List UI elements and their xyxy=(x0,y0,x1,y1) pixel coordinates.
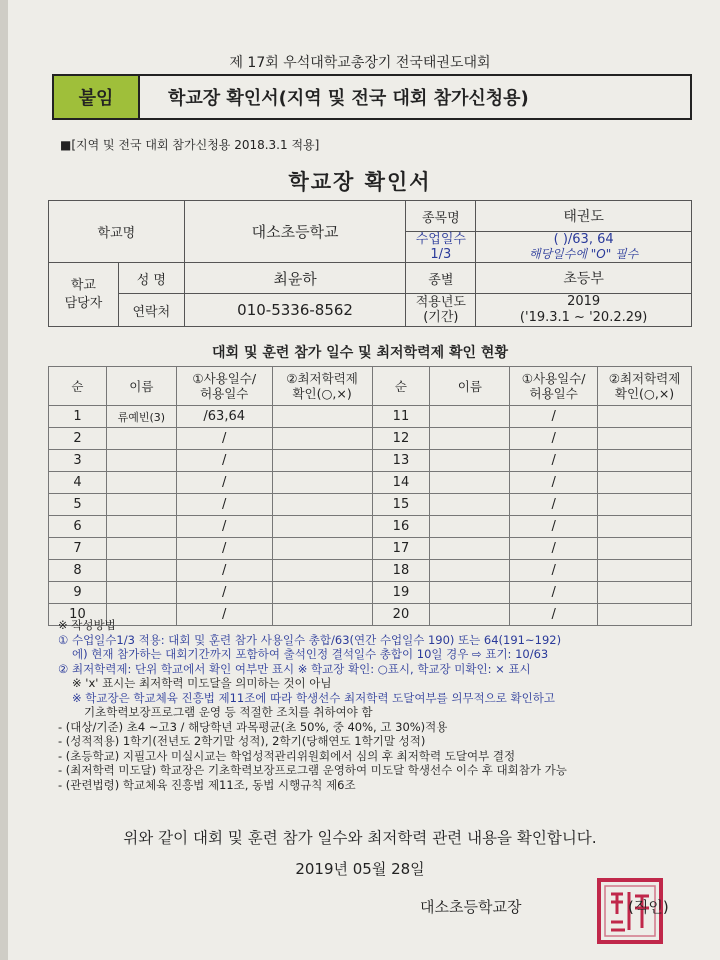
row-no: 3 xyxy=(49,450,107,472)
appendix-badge: 붙임 xyxy=(52,74,140,120)
row-no: 20 xyxy=(372,604,430,626)
note-9: - (관련법령) 학교체육 진흥법 제11조, 동법 시행규칙 제6조 xyxy=(58,777,356,792)
year-period: ('19.3.1 ~ '20.2.29) xyxy=(519,310,648,325)
row-no: 8 xyxy=(49,560,107,582)
year-label-1: 적용년도 xyxy=(415,295,466,310)
col-no-right: 순 xyxy=(372,367,430,406)
col-min-right-1: ②최저학력제 xyxy=(608,371,681,386)
class-days-fill: ( )/63, 64 xyxy=(553,232,614,247)
table-row xyxy=(49,450,692,472)
row-no: 11 xyxy=(372,406,430,428)
row-days: /63,64 xyxy=(176,406,272,428)
name-value: 최윤하 xyxy=(184,263,406,294)
row-no: 1 xyxy=(49,406,107,428)
table-row xyxy=(49,516,692,538)
row-check xyxy=(272,516,372,538)
year-label xyxy=(406,294,476,327)
table-row xyxy=(49,582,692,604)
row-days: / xyxy=(176,516,272,538)
row-name xyxy=(106,516,176,538)
row-days: / xyxy=(510,406,598,428)
row-name xyxy=(430,560,510,582)
info-table xyxy=(48,200,692,327)
table-row xyxy=(49,428,692,450)
row-days: / xyxy=(176,494,272,516)
col-min-right xyxy=(598,367,692,406)
note-4b: 기초학력보장프로그램 운영 등 적절한 조치를 취하여야 함 xyxy=(84,705,373,719)
row-days: / xyxy=(510,428,598,450)
col-days-1: ①사용일수/ xyxy=(192,371,257,386)
row-days: / xyxy=(510,472,598,494)
school-label: 학교명 xyxy=(49,201,185,263)
note-7: - (초등학교) 지필고사 미실시교는 학업성적관리위원회에서 심의 후 최저학력 도달여부 결정 xyxy=(58,748,516,763)
note-6: - (성적적용) 1학기(전년도 2학기말 성적), 2학기(당해연도 1학기말 성적) xyxy=(58,734,426,748)
table-row xyxy=(49,538,692,560)
event-value: 태권도 xyxy=(476,201,692,232)
row-days: / xyxy=(176,428,272,450)
note-8: - (최저학력 미도달) 학교장은 기초학력보장프로그램 운영하여 미도달 학생선수 이수 후 대회참가 가능 xyxy=(58,763,567,777)
class-days-label-1: 수업일수 xyxy=(415,232,466,247)
document-title: 학교장 확인서 xyxy=(288,170,432,194)
year-value xyxy=(476,294,692,327)
row-days: / xyxy=(510,560,598,582)
row-check xyxy=(598,450,692,472)
school-value: 대소초등학교 xyxy=(184,201,406,263)
class-days-value xyxy=(476,232,692,263)
table-row xyxy=(49,560,692,582)
row-check xyxy=(272,494,372,516)
row-name xyxy=(430,428,510,450)
row-check xyxy=(598,472,692,494)
col-min-2: 확인(○,×) xyxy=(292,386,352,401)
row-no: 15 xyxy=(372,494,430,516)
row-name xyxy=(106,582,176,604)
row-no: 19 xyxy=(372,582,430,604)
row-no: 18 xyxy=(372,560,430,582)
principal-name: 대소초등학교장 xyxy=(420,898,522,916)
row-check xyxy=(598,582,692,604)
row-check xyxy=(598,538,692,560)
year-number: 2019 xyxy=(567,294,601,309)
note-1a: ① 수업일수1/3 적용: 대회 및 훈련 참가 사용일수 총합/63(연간 수업일수 190) 또는 64(191~192) xyxy=(58,632,562,647)
row-check xyxy=(598,494,692,516)
row-name xyxy=(430,472,510,494)
row-days: / xyxy=(176,538,272,560)
contact-label: 연락처 xyxy=(118,294,184,327)
row-check xyxy=(272,582,372,604)
date-text: 2019년 05월 28일 xyxy=(295,860,425,878)
event-title: 제 17회 우석대학교총장기 전국태권도대회 xyxy=(229,55,491,71)
col-min-1: ②최저학력제 xyxy=(286,371,358,386)
scope-note: ■[지역 및 전국 대회 참가신청용 2018.3.1 적용] xyxy=(60,138,320,152)
row-check xyxy=(272,406,372,428)
section-title: 대회 및 훈련 참가 일수 및 최저학력제 확인 현황 xyxy=(212,345,508,361)
note-1b: 에) 현재 참가하는 대회기간까지 포함하여 출석인정 결석일수 총합이 10일 경우 ⇨ 표기: 10/63 xyxy=(72,647,549,661)
class-days-note: 해당일수에 "O" 필수 xyxy=(529,247,639,261)
table-row xyxy=(49,406,692,428)
row-no: 17 xyxy=(372,538,430,560)
row-days: / xyxy=(176,472,272,494)
row-check xyxy=(272,560,372,582)
col-min xyxy=(272,367,372,406)
row-check xyxy=(598,406,692,428)
row-check xyxy=(272,538,372,560)
confirm-text: 위와 같이 대회 및 훈련 참가 일수와 최저학력 관련 내용을 확인합니다. xyxy=(123,829,597,847)
contact-value: 010-5336-8562 xyxy=(184,294,406,327)
row-no: 7 xyxy=(49,538,107,560)
row-days: / xyxy=(510,450,598,472)
row-days: / xyxy=(176,560,272,582)
row-no: 2 xyxy=(49,428,107,450)
event-label: 종목명 xyxy=(406,201,476,232)
col-name-right: 이름 xyxy=(430,367,510,406)
name-label: 성 명 xyxy=(118,263,184,294)
manager-label-2: 담당자 xyxy=(64,295,103,311)
col-name: 이름 xyxy=(106,367,176,406)
row-days: / xyxy=(176,450,272,472)
table-row xyxy=(49,494,692,516)
note-3: ※ 'x' 표시는 최저학력 미도달을 의미하는 것이 아님 xyxy=(72,676,332,690)
class-days-label-2: 1/3 xyxy=(430,247,452,262)
row-name xyxy=(430,494,510,516)
row-name xyxy=(106,494,176,516)
row-days: / xyxy=(510,516,598,538)
row-no: 4 xyxy=(49,472,107,494)
row-name xyxy=(106,560,176,582)
notes-title: ※ 작성방법 xyxy=(58,618,116,632)
division-label: 종별 xyxy=(406,263,476,294)
manager-label-1: 학교 xyxy=(70,277,96,293)
row-check xyxy=(598,560,692,582)
row-check xyxy=(598,428,692,450)
row-no: 9 xyxy=(49,582,107,604)
row-days: / xyxy=(510,582,598,604)
row-days: / xyxy=(176,582,272,604)
row-name xyxy=(430,538,510,560)
row-name xyxy=(430,406,510,428)
row-name xyxy=(430,582,510,604)
seal-label: (직인) xyxy=(628,898,669,916)
row-check xyxy=(272,472,372,494)
col-days-right-2: 허용일수 xyxy=(529,386,578,401)
row-name xyxy=(430,516,510,538)
header-title: 학교장 확인서(지역 및 전국 대회 참가신청용) xyxy=(168,88,529,109)
row-check xyxy=(598,516,692,538)
row-days: / xyxy=(510,538,598,560)
row-days: / xyxy=(510,494,598,516)
class-days-label xyxy=(406,232,476,263)
col-min-right-2: 확인(○,×) xyxy=(614,386,675,401)
note-5: - (대상/기준) 초4 ~고3 / 해당학년 과목평균(초 50%, 중 40%, 고 30%)적용 xyxy=(58,719,448,734)
row-no: 13 xyxy=(372,450,430,472)
row-no: 16 xyxy=(372,516,430,538)
row-no: 5 xyxy=(49,494,107,516)
participation-table xyxy=(48,366,692,626)
division-value: 초등부 xyxy=(476,263,692,294)
row-no: 6 xyxy=(49,516,107,538)
row-name xyxy=(430,450,510,472)
row-no: 12 xyxy=(372,428,430,450)
col-days-2: 허용일수 xyxy=(200,386,249,401)
note-4a: ※ 학교장은 학교체육 진흥법 제11조에 따라 학생선수 최저학력 도달여부를 의무적으로 확인하고 xyxy=(72,690,555,705)
table-row xyxy=(49,472,692,494)
row-name xyxy=(106,472,176,494)
note-2: ② 최저학력제: 단위 학교에서 확인 여부만 표시 ※ 학교장 확인: ○표시, 학교장 미확인: × 표시 xyxy=(58,661,531,676)
row-name: 류예빈(3) xyxy=(106,406,176,428)
row-name xyxy=(106,450,176,472)
row-name xyxy=(106,538,176,560)
row-check xyxy=(272,450,372,472)
row-name xyxy=(106,428,176,450)
row-no: 14 xyxy=(372,472,430,494)
col-days xyxy=(176,367,272,406)
col-no: 순 xyxy=(49,367,107,406)
row-no: 10 xyxy=(49,604,107,626)
year-label-2: (기간) xyxy=(423,310,459,325)
notes-section xyxy=(58,618,698,792)
row-days: / xyxy=(510,604,598,626)
row-check xyxy=(272,428,372,450)
col-days-right-1: ①사용일수/ xyxy=(521,371,586,386)
row-days: / xyxy=(176,604,272,626)
col-days-right xyxy=(510,367,598,406)
manager-label xyxy=(49,263,119,327)
